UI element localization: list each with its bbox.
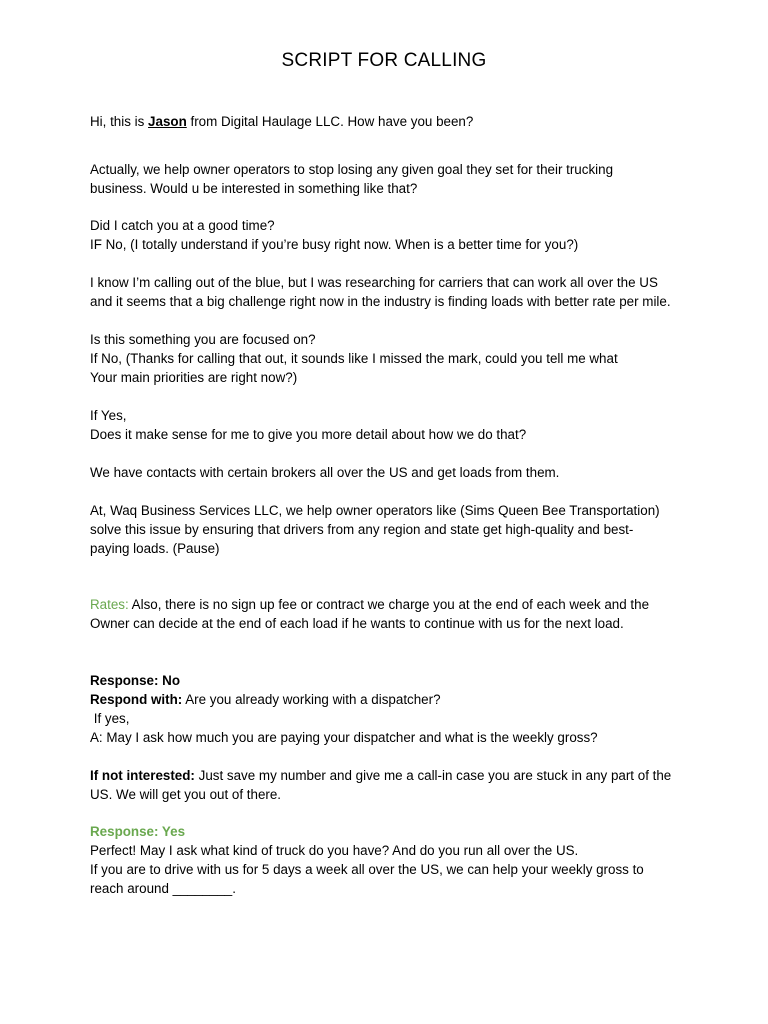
not-interested-paragraph <box>90 766 672 804</box>
research-paragraph: I know I’m calling out of the blue, but I was researching for carriers that can work all over the US and it seems that a big challenge right now in the industry is finding loads with better rate per mile. <box>90 275 671 309</box>
page-title: SCRIPT FOR CALLING <box>281 50 487 71</box>
respond-with-text: Are you already working with a dispatcher? <box>182 692 441 707</box>
rates-label: Rates: <box>90 597 129 612</box>
response-yes-line1: Perfect! May I ask what kind of truck do you have? And do you run all over the US. <box>90 843 579 858</box>
contacts-paragraph: We have contacts with certain brokers all over the US and get loads from them. <box>90 465 560 480</box>
intro-paragraph: Actually, we help owner operators to stop losing any given goal they set for their trucking business. Would u be interested in something like that? <box>90 162 614 196</box>
response-no-answer: A: May I ask how much you are paying your dispatcher and what is the weekly gross? <box>90 730 598 745</box>
response-no-heading: Response: No <box>90 673 181 688</box>
respond-with-line <box>90 690 672 709</box>
focus-question: Is this something you are focused on? <box>90 332 316 347</box>
caller-name: Jason <box>148 114 187 129</box>
rates-text: Also, there is no sign up fee or contract we charge you at the end of each week and the Owner can decide at the end of each load if he wants to continue with us for the next load. <box>90 597 650 631</box>
rates-paragraph <box>90 595 672 633</box>
good-time-question: Did I catch you at a good time? <box>90 218 275 233</box>
greeting-line <box>90 112 672 131</box>
focus-if-no-line1: If No, (Thanks for calling that out, it sounds like I missed the mark, could you tell me what <box>90 351 618 366</box>
response-yes-line2: If you are to drive with us for 5 days a week all over the US, we can help your weekly gross to reach around ________. <box>90 862 644 896</box>
response-no-if-yes: If yes, <box>90 711 130 726</box>
not-interested-text: Just save my number and give me a call-in case you are stuck in any part of the US. We will get you out of there. <box>90 768 672 802</box>
not-interested-label: If not interested: <box>90 768 195 783</box>
if-yes-label: If Yes, <box>90 408 127 423</box>
focus-if-no-line2: Your main priorities are right now?) <box>90 370 298 385</box>
response-yes-heading: Response: Yes <box>90 824 186 839</box>
services-paragraph: At, Waq Business Services LLC, we help owner operators like (Sims Queen Bee Transportation) solve this issue by ensuring that drivers from any region and state get high-quality and best-paying loads. (Pause) <box>90 503 660 556</box>
greeting-prefix: Hi, this is <box>90 114 149 129</box>
if-yes-question: Does it make sense for me to give you more detail about how we do that? <box>90 427 527 442</box>
respond-with-label: Respond with: <box>90 692 183 707</box>
good-time-if-no: IF No, (I totally understand if you’re busy right now. When is a better time for you?) <box>90 237 579 252</box>
greeting-suffix: from Digital Haulage LLC. How have you been? <box>186 114 474 129</box>
